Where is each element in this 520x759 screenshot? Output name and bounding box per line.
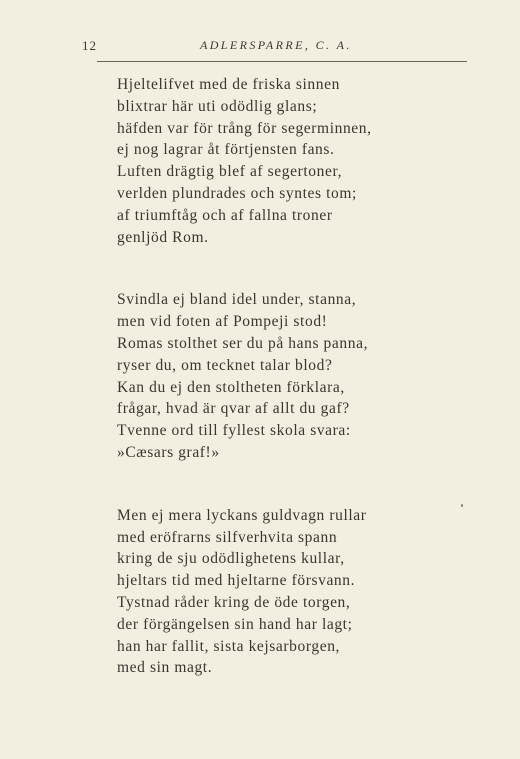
poem-line: men vid foten af Pompeji stod! (117, 313, 328, 331)
stanza-3 (117, 505, 477, 679)
poem-line: Kan du ej den stoltheten förklara, (117, 378, 345, 396)
page-number: 12 (82, 38, 97, 53)
poem-line: häfden var för trång för segerminnen, (117, 119, 372, 137)
poem-body (117, 74, 477, 679)
poem-line: kring de sju odödlighetens kullar, (117, 550, 345, 568)
poem-line: blixtrar här uti odödlig glans; (117, 97, 318, 115)
poem-line: genljöd Rom. (117, 228, 209, 246)
poem-line: ej nog lagrar åt förtjensten fans. (117, 141, 335, 159)
poem-line: »Cæsars graf!» (117, 443, 220, 461)
paper-speck (461, 504, 463, 507)
page-header (82, 38, 467, 58)
stanza-1 (117, 74, 477, 248)
poem-line: frågar, hvad är qvar af allt du gaf? (117, 400, 350, 418)
poem-line: Tystnad råder kring de öde torgen, (117, 593, 351, 611)
poem-line: af triumftåg och af fallna troner (117, 206, 333, 224)
poem-line: Men ej mera lyckans guldvagn rullar (117, 506, 367, 524)
poem-line: Romas stolthet ser du på hans panna, (117, 334, 369, 352)
stanza-2 (117, 289, 477, 463)
running-head: ADLERSPARRE, C. A. (200, 38, 352, 52)
poem-line: Luften drägtig blef af segertoner, (117, 163, 343, 181)
poem-line: med eröfrarns silfverhvita spann (117, 528, 338, 546)
poem-line: Tvenne ord till fyllest skola svara: (117, 422, 351, 440)
poem-line: hjeltars tid med hjeltarne försvann. (117, 572, 356, 590)
poem-line: Hjeltelifvet med de friska sinnen (117, 76, 340, 93)
poem-line: der förgängelsen sin hand har lagt; (117, 615, 353, 633)
poem-line: han har fallit, sista kejsarborgen, (117, 637, 341, 655)
poem-line: med sin magt. (117, 659, 213, 677)
poem-line: verlden plundrades och syntes tom; (117, 184, 357, 202)
header-rule (97, 61, 467, 62)
poem-line: Svindla ej bland idel under, stanna, (117, 291, 357, 309)
poem-line: ryser du, om tecknet talar blod? (117, 356, 333, 374)
